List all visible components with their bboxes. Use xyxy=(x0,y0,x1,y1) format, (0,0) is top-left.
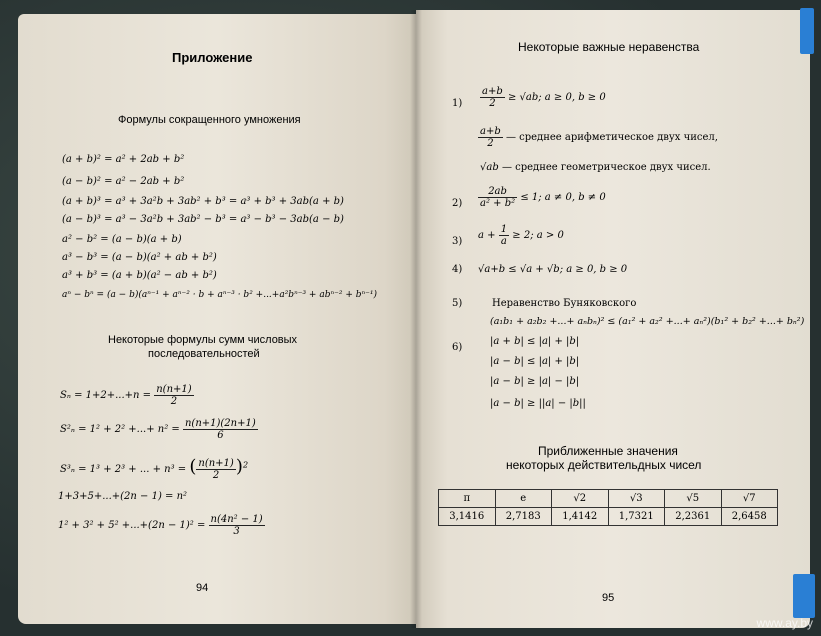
sum-formula-3: S³ₙ = 1³ + 2³ + ... + n³ = ( $\frac{n(n+1)}{2}$ )$^2$ xyxy=(60,456,249,481)
item-number: 3) xyxy=(452,236,463,247)
table-value-row xyxy=(439,508,778,526)
section-title-sums-line2: последовательностей xyxy=(148,348,260,360)
formula-line: aⁿ − bⁿ = (a − b)(aⁿ⁻¹ + aⁿ⁻² · b + aⁿ⁻³ · b² +...+a²bⁿ⁻³ + abⁿ⁻² + bⁿ⁻¹) xyxy=(62,290,378,300)
abs-inequality: |a − b| ≥ |a| − |b| xyxy=(490,376,580,387)
inequality-2: $\frac{2ab}{\text{a² + b²}}$ ≤ 1; a ≠ 0, b ≠ 0 xyxy=(480,186,606,209)
item-number: 6) xyxy=(452,342,463,353)
table-value-cell: 2,6458 xyxy=(721,508,778,526)
item-number: 4) xyxy=(452,264,463,275)
table-value-cell: 1,4142 xyxy=(552,508,609,526)
blue-tab-top xyxy=(800,8,814,54)
note-geometric-mean: √ab — среднее геометрическое двух чисел. xyxy=(480,162,711,173)
note-arithmetic-mean: $\frac{a+b}{2}$ — среднее арифметическое двух чисел, xyxy=(480,126,718,149)
table-value-cell: 1,7321 xyxy=(608,508,665,526)
bunyakovsky-title: Неравенство Буняковского xyxy=(492,298,637,309)
item-number: 1) xyxy=(452,98,463,109)
formula-line: a³ + b³ = (a + b)(a² − ab + b²) xyxy=(62,270,217,281)
approx-title-line1: Приближенные значения xyxy=(538,444,678,458)
page-number-right: 95 xyxy=(602,592,615,604)
blue-tab-bottom xyxy=(793,574,815,618)
approx-values-table xyxy=(438,489,778,526)
page-number-left: 94 xyxy=(196,582,209,594)
formula-line: (a − b)² = a² − 2ab + b² xyxy=(62,176,185,187)
approx-title-line2: некоторых действительдных чисел xyxy=(506,458,702,472)
sum-formula-5: 1² + 3² + 5² +...+(2n − 1)² = $\frac{\text{n(4n² − 1)}}{3}$ xyxy=(58,514,263,537)
table-value-cell: 3,1416 xyxy=(439,508,496,526)
inequality-3: a + $\frac{1}{a}$ ≥ 2; a > 0 xyxy=(478,224,564,247)
abs-inequality: |a − b| ≤ |a| + |b| xyxy=(490,356,580,367)
sum-formula-2: S²ₙ = 1² + 2² +...+ n² = $\frac{n(n+1)(2n+1)}{6}$ xyxy=(60,418,256,441)
table-header-row xyxy=(439,490,778,508)
formula-line: (a − b)³ = a³ − 3a²b + 3ab² − b³ = a³ − b³ − 3ab(a − b) xyxy=(62,214,344,225)
section-title-multiplication: Формулы сокращенного умножения xyxy=(118,114,301,126)
inequalities-title: Некоторые важные неравенства xyxy=(518,40,700,54)
watermark: www.ay.by xyxy=(756,616,813,630)
formula-line: a³ − b³ = (a − b)(a² + ab + b²) xyxy=(62,252,217,263)
inequality-4: √a+b ≤ √a + √b; a ≥ 0, b ≥ 0 xyxy=(478,264,628,275)
formula-line: (a + b)² = a² + 2ab + b² xyxy=(62,154,185,165)
abs-inequality: |a − b| ≥ ||a| − |b|| xyxy=(490,398,586,409)
table-header-cell: √3 xyxy=(608,490,665,508)
item-number: 5) xyxy=(452,298,463,309)
table-header-cell: √7 xyxy=(721,490,778,508)
table-value-cell: 2,7183 xyxy=(495,508,552,526)
abs-inequality: |a + b| ≤ |a| + |b| xyxy=(490,336,580,347)
sum-formula-1: Sₙ = 1+2+...+n = $\frac{n(n+1)}{2}$ xyxy=(60,384,192,407)
table-header-cell: √2 xyxy=(552,490,609,508)
sum-formula-4: 1+3+5+...+(2n − 1) = n² xyxy=(58,491,188,502)
table-header-cell: √5 xyxy=(665,490,722,508)
appendix-title: Приложение xyxy=(172,50,253,65)
table-header-cell: π xyxy=(439,490,496,508)
item-number: 2) xyxy=(452,198,463,209)
table-header-cell: e xyxy=(495,490,552,508)
section-title-sums-line1: Некоторые формулы сумм числовых xyxy=(108,334,298,346)
book-gutter xyxy=(410,10,422,628)
formula-line: a² − b² = (a − b)(a + b) xyxy=(62,234,182,245)
inequality-1: $\frac{a+b}{2}$ ≥ √ab; a ≥ 0, b ≥ 0 xyxy=(482,86,606,109)
formula-line: (a + b)³ = a³ + 3a²b + 3ab² + b³ = a³ + b³ + 3ab(a + b) xyxy=(62,196,344,207)
table-value-cell: 2,2361 xyxy=(665,508,722,526)
bunyakovsky-formula: (a₁b₁ + a₂b₂ +...+ aₙbₙ)² ≤ (a₁² + a₂² +...+ aₙ²)(b₁² + b₂² +...+ bₙ²) xyxy=(490,316,805,327)
